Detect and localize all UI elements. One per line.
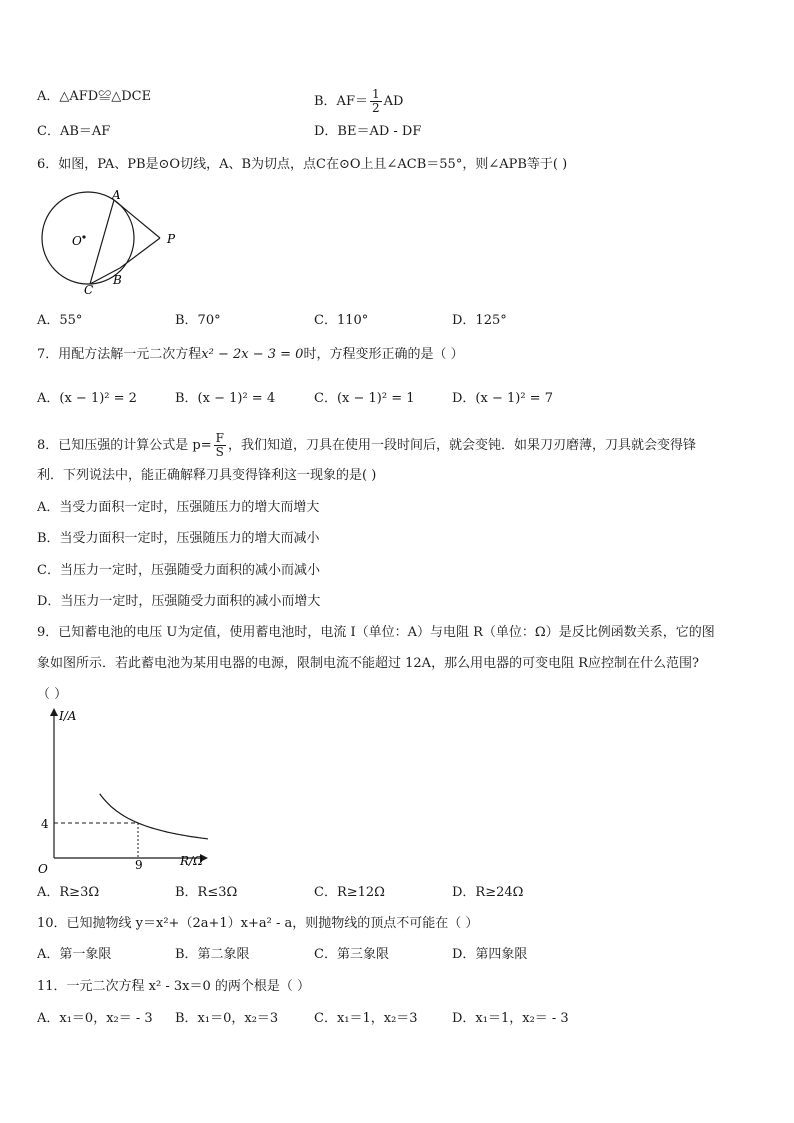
q6-option-a: A．55° [37,313,83,328]
q8-stem-suffix: ，我们知道，刀具在使用一段时间后，就会变钝．如果刀刃磨薄，刀具就会变得锋 [227,438,696,453]
label-a: A [112,188,121,202]
label-p: P [167,232,176,246]
q5-option-b-suffix: AD [383,94,404,109]
q6-option-d: D．125° [452,313,507,328]
q9-stem-line2: 象如图所示．若此蓄电池为某用电器的电源，限制电流不能超过 12A，那么用电器的可变电阻 R应控制在什么范围? [37,656,699,671]
q9-option-c: C．R≥12Ω [314,885,385,900]
q7-option-d: D．(x − 1)² = 7 [452,391,553,406]
q10-option-c: C．第三象限 [314,947,389,962]
q11-option-c: C．x₁＝1，x₂＝3 [314,1011,418,1026]
q7-stem [37,346,464,364]
tangent-pb [120,238,160,268]
q5-fraction-den: 2 [371,101,380,115]
q9-option-b: B．R≤3Ω [175,885,238,900]
q9-option-d: D．R≥24Ω [452,885,524,900]
q11-stem: 11．一元二次方程 x² - 3x＝0 的两个根是（ ） [37,979,311,994]
origin-label: O [38,862,48,876]
q8-stem-prefix: 8．已知压强的计算公式是 p= [37,438,212,453]
hyperbola-curve [100,794,208,839]
q5-option-b-prefix: B．AF＝ [314,94,368,109]
q6-stem: 6．如图，PA、PB是⊙O切线，A、B为切点，点C在⊙O上且∠ACB＝55°，则∠APB等于( ) [37,157,568,172]
chord-ac [90,200,114,284]
q9-graph [30,708,220,878]
q8-option-b: B．当受力面积一定时，压强随压力的增大而减小 [37,531,320,546]
q7-equation: x² − 2x − 3 = 0 [201,347,304,362]
q5-fraction [370,88,382,115]
q11-option-d: D．x₁＝1，x₂＝ - 3 [452,1011,569,1026]
q8-stem-line1 [37,432,696,459]
q7-stem-prefix: 7．用配方法解一元二次方程 [37,347,202,362]
q10-option-b: B．第二象限 [175,947,250,962]
q10-stem: 10．已知抛物线 y＝x²+（2a+1）x+a² - a，则抛物线的顶点不可能在（ ） [37,916,479,931]
q10-option-a: A．第一象限 [37,947,112,962]
q5-option-d: D．BE＝AD - DF [314,124,422,139]
q5-option-c: C．AB＝AF [37,124,111,139]
q11-option-a: A．x₁＝0，x₂＝ - 3 [37,1011,153,1026]
q8-fraction-num: F [215,431,224,445]
q7-option-b: B．(x − 1)² = 4 [175,391,276,406]
y-tick-label: 4 [41,817,49,831]
q5-fraction-num: 1 [371,87,380,101]
label-c: C [84,283,94,296]
q9-stem-line3: （ ） [37,687,68,702]
q5-option-a: A．△AFD≌△DCE [37,89,152,104]
q6-option-b: B．70° [175,313,221,328]
q7-option-a: A．(x − 1)² = 2 [37,391,137,406]
q5-option-b [314,88,403,115]
q8-option-d: D．当压力一定时，压强随受力面积的减小而增大 [37,594,321,609]
q10-option-d: D．第四象限 [452,947,528,962]
q8-fraction-den: S [215,445,224,459]
q6-option-c: C．110° [314,313,369,328]
label-b: B [113,273,122,287]
x-tick-label: 9 [135,858,143,872]
q9-stem-line1: 9．已知蓄电池的电压 U为定值，使用蓄电池时，电流 I（单位：A）与电阻 R（单位：Ω）是反比例函数关系，它的图 [37,625,715,640]
q8-option-a: A．当受力面积一定时，压强随压力的增大而增大 [37,500,320,515]
y-axis-label: I/A [59,709,77,723]
q11-option-b: B．x₁＝0，x₂＝3 [175,1011,279,1026]
q7-option-c: C．(x − 1)² = 1 [314,391,415,406]
q7-stem-suffix: 时，方程变形正确的是（ ） [303,347,464,362]
label-o: O [72,234,82,248]
y-axis-arrow [50,708,58,716]
q8-option-c: C．当压力一定时，压强随受力面积的减小而减小 [37,563,320,578]
tangent-pa [114,200,160,238]
center-dot [82,235,85,238]
q8-fraction [214,432,226,459]
q6-circle-figure [36,186,186,296]
x-axis-label: R/Ω [180,854,204,868]
q8-stem-line2: 利．下列说法中，能正确解释刀具变得锋利这一现象的是( ) [37,468,377,483]
q9-option-a: A．R≥3Ω [37,885,100,900]
